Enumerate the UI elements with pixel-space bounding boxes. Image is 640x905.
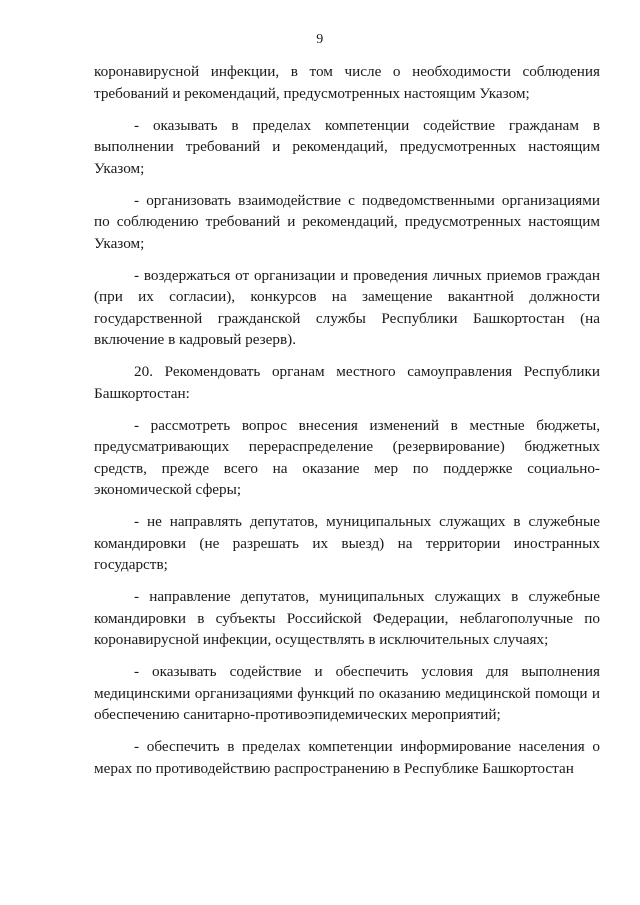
paragraph-budget-changes: - рассмотреть вопрос внесения изменений в местные бюджеты, предусматривающих перераспределение (резервирование) бюджетных средств, прежде всего на оказание мер по поддержке социально-экономической сферы;: [94, 416, 600, 498]
paragraph-item-20: 20. Рекомендовать органам местного самоуправления Республики Башкортостан:: [94, 363, 600, 402]
paragraph-inform-population: - обеспечить в пределах компетенции информирование населения о мерах по противодействию распространению в Республике Башкортостан: [94, 738, 600, 777]
paragraph-domestic-trips: - направление депутатов, муниципальных служащих в служебные командировки в субъекты Российской Федерации, неблагополучные по коронавирусной инфекции, осуществлять в исключительных случаях;: [94, 588, 600, 648]
paragraph-continuation: коронавирусной инфекции, в том числе о необходимости соблюдения требований и рекомендаций, предусмотренных настоящим Указом;: [94, 63, 600, 102]
document-body: [94, 61, 600, 779]
paragraph-no-foreign-trips: - не направлять депутатов, муниципальных служащих в служебные командировки (не разрешать их выезд) на территории иностранных государств;: [94, 513, 600, 573]
paragraph-assist-citizens: - оказывать в пределах компетенции содействие гражданам в выполнении требований и рекомендаций, предусмотренных настоящим Указом;: [94, 116, 600, 177]
paragraph-organize-interaction: - организовать взаимодействие с подведомственными организациями по соблюдению требований и рекомендаций, предусмотренных настоящим Указом;: [94, 191, 600, 252]
paragraph-refrain-receptions: - воздержаться от организации и проведения личных приемов граждан (при их согласии), конкурсов на замещение вакантной должности государственной гражданской службы Республики Башкортостан (на включение в кадровый резерв).: [94, 266, 600, 348]
page-number: 9: [316, 32, 324, 47]
paragraph-medical-support: - оказывать содействие и обеспечить условия для выполнения медицинскими организациями функций по оказанию медицинской помощи и обеспечению санитарно-противоэпидемических мероприятий;: [94, 663, 600, 723]
